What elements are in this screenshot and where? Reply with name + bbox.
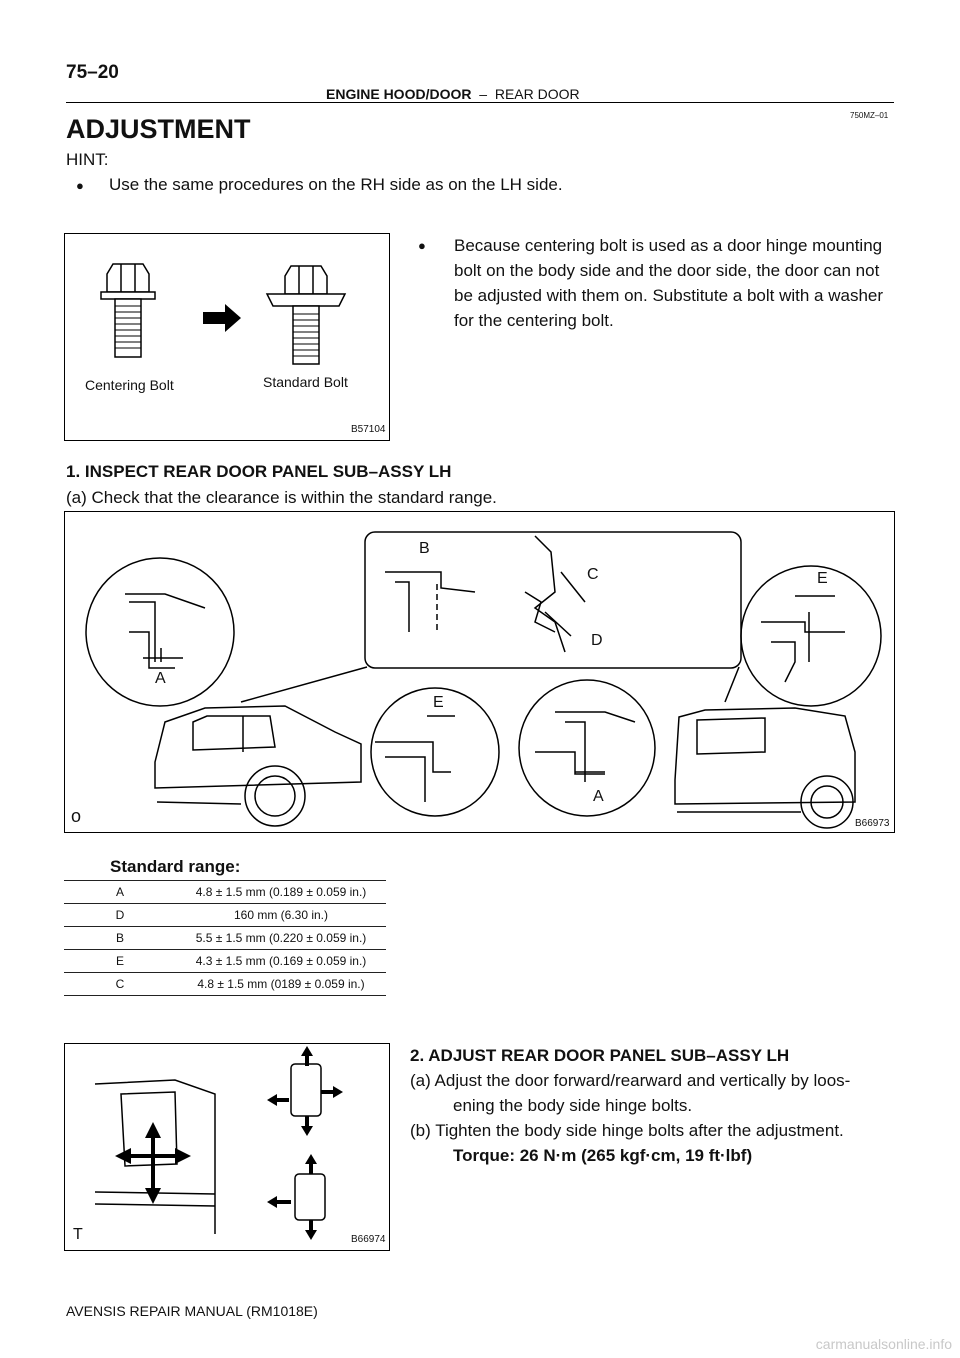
row-value: 4.8 ± 1.5 mm (0189 ± 0.059 in.) [176, 973, 386, 996]
label-b: B [419, 540, 430, 557]
row-key: D [64, 904, 176, 927]
step-2a-line-1: (a) Adjust the door forward/rearward and vertically by loos- [410, 1071, 851, 1090]
row-value: 4.8 ± 1.5 mm (0.189 ± 0.059 in.) [176, 881, 386, 904]
table-row [64, 904, 386, 927]
standard-bolt-label: Standard Bolt [263, 374, 348, 390]
bolts-illustration [65, 234, 389, 440]
hint-bullet-text: Use the same procedures on the RH side as on the LH side. [109, 175, 563, 194]
figure-id: B57104 [351, 424, 386, 435]
standard-range-table [64, 880, 386, 996]
row-value: 4.3 ± 1.5 mm (0.169 ± 0.059 in.) [176, 950, 386, 973]
label-a-left: A [155, 670, 166, 687]
row-key: B [64, 927, 176, 950]
figure-corner-mark: T [73, 1226, 83, 1243]
centering-note-line-3: be adjusted with them on. Substitute a bolt with a washer [454, 286, 884, 305]
footer: AVENSIS REPAIR MANUAL (RM1018E) [66, 1303, 318, 1319]
centering-note [414, 233, 894, 333]
figure-centering-bolt [64, 233, 390, 441]
table-row [64, 973, 386, 996]
row-key: E [64, 950, 176, 973]
bullet-icon: ● [76, 178, 84, 193]
step-2a-line-2: ening the body side hinge bolts. [453, 1096, 693, 1115]
table-row [64, 881, 386, 904]
move-arrows-icon [115, 1122, 191, 1204]
centering-bolt-label: Centering Bolt [85, 377, 174, 393]
doc-code: 750MZ–01 [850, 111, 889, 120]
page-number: 75–20 [66, 62, 119, 83]
hint-label: HINT: [66, 150, 109, 169]
figure-door-clearance [64, 511, 895, 833]
figure-corner-mark: o [71, 806, 82, 826]
watermark: carmanualsonline.info [815, 1336, 952, 1352]
row-value: 160 mm (6.30 in.) [176, 904, 386, 927]
figure-id: B66974 [351, 1234, 386, 1245]
table-row [64, 950, 386, 973]
standard-bolt-icon [267, 266, 345, 364]
hinge-adjust-illustration [65, 1044, 389, 1250]
door-clearance-illustration [65, 512, 894, 832]
hinge-icon [291, 1064, 325, 1220]
table-row [64, 927, 386, 950]
header-separator: – [479, 86, 488, 102]
centering-note-line-4: for the centering bolt. [454, 311, 614, 330]
label-a-center: A [593, 788, 604, 805]
header-section: ENGINE HOOD/DOOR [326, 86, 472, 102]
label-e-center: E [433, 694, 444, 711]
centering-bolt-icon [101, 264, 155, 357]
label-d: D [591, 632, 603, 649]
step-2-title: 2. ADJUST REAR DOOR PANEL SUB–ASSY LH [410, 1046, 790, 1065]
figure-id: B66973 [855, 818, 890, 829]
bullet-icon: ● [418, 238, 426, 253]
row-key: C [64, 973, 176, 996]
running-header [326, 86, 580, 102]
step-1a: (a) Check that the clearance is within the standard range. [66, 488, 497, 507]
row-key: A [64, 881, 176, 904]
centering-note-line-2: bolt on the body side and the door side, the door can not [454, 261, 880, 280]
standard-range-title: Standard range: [110, 857, 241, 876]
header-subsection: REAR DOOR [494, 86, 580, 102]
centering-note-line-1: Because centering bolt is used as a door hinge mounting [454, 236, 883, 255]
hint-bullet [76, 172, 563, 198]
label-e-right: E [817, 570, 828, 587]
figure-hinge-adjust [64, 1043, 390, 1251]
label-c: C [587, 566, 599, 583]
page-title: ADJUSTMENT [66, 114, 251, 144]
torque-spec: Torque: 26 N·m (265 kgf·cm, 19 ft·lbf) [453, 1146, 753, 1165]
header-rule [66, 102, 894, 103]
step-2b: (b) Tighten the body side hinge bolts after the adjustment. [410, 1121, 844, 1140]
arrow-right-icon [203, 304, 241, 332]
step-1-title: 1. INSPECT REAR DOOR PANEL SUB–ASSY LH [66, 462, 452, 481]
row-value: 5.5 ± 1.5 mm (0.220 ± 0.059 in.) [176, 927, 386, 950]
